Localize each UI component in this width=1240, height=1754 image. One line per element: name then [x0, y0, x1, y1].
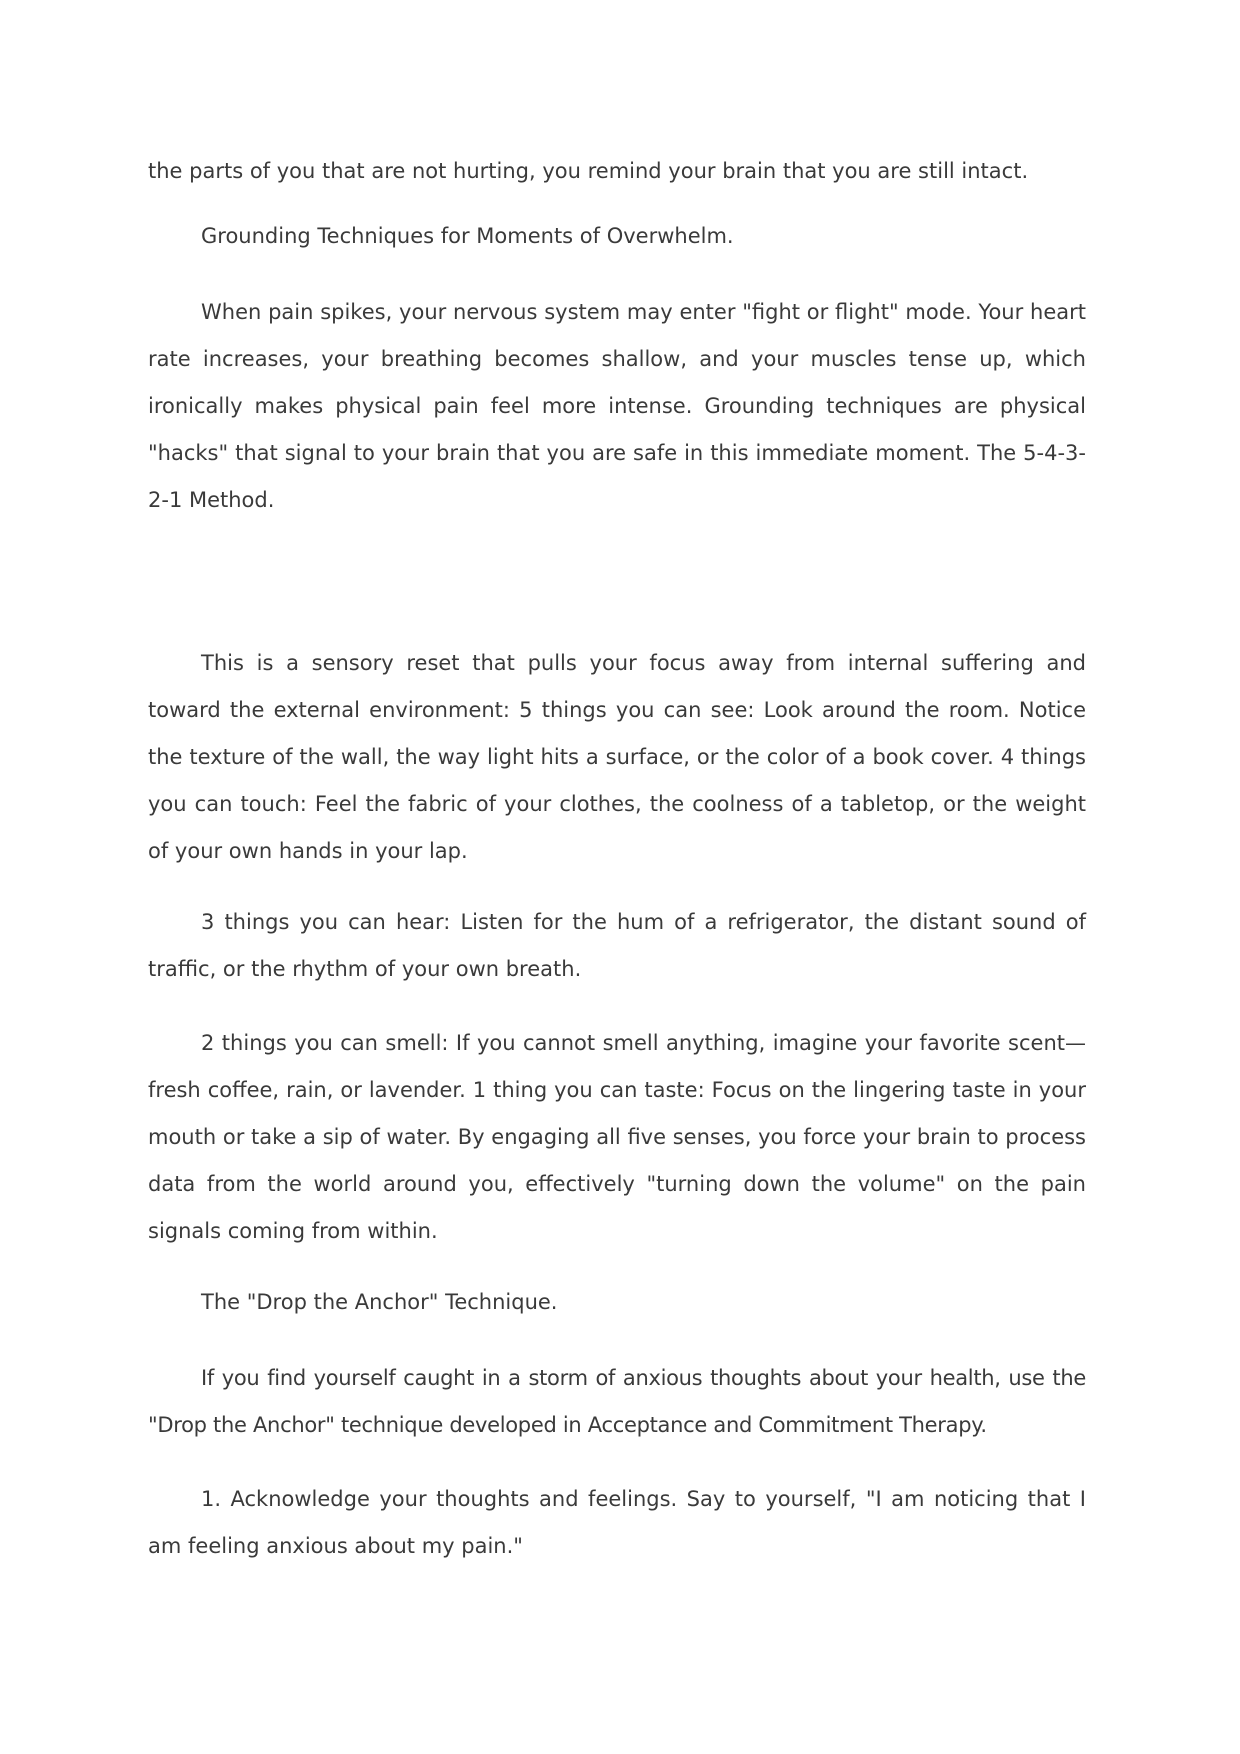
section-heading-drop-anchor: The "Drop the Anchor" Technique.	[201, 1290, 558, 1314]
paragraph-drop-anchor-intro: If you find yourself caught in a storm of anxious thoughts about your health, use the "Drop the Anchor" technique developed in Acceptance and Commitment Therapy.	[148, 1366, 1086, 1437]
paragraph-continuation: the parts of you that are not hurting, you remind your brain that you are still intact.	[148, 159, 1029, 183]
paragraph-step-1: 1. Acknowledge your thoughts and feelings. Say to yourself, "I am noticing that I am feeling anxious about my pain."	[148, 1487, 1086, 1558]
paragraph-sensory-reset: This is a sensory reset that pulls your focus away from internal suffering and toward the external environment: 5 things you can see: Look around the room. Notice the texture of the wall, the way light hits a surface, or the color of a book cover. 4 things you can touch: Feel the fabric of your clothes, the coolness of a tabletop, or the weight of your own hands in your lap.	[148, 651, 1086, 863]
paragraph-fight-or-flight: When pain spikes, your nervous system may enter "fight or flight" mode. Your heart rate increases, your breathing becomes shallow, and your muscles tense up, which ironically makes physical pain feel more intense. Grounding techniques are physical "hacks" that signal to your brain that you are safe in this immediate moment. The 5-4-3-2-1 Method.	[148, 300, 1086, 512]
section-heading-grounding: Grounding Techniques for Moments of Overwhelm.	[201, 224, 734, 248]
paragraph-smell-taste: 2 things you can smell: If you cannot smell anything, imagine your favorite scent—fresh coffee, rain, or lavender. 1 thing you can taste: Focus on the lingering taste in your mouth or take a sip of water. By engaging all five senses, you force your brain to process data from the world around you, effectively "turning down the volume" on the pain signals coming from within.	[148, 1031, 1086, 1243]
paragraph-hear: 3 things you can hear: Listen for the hum of a refrigerator, the distant sound of traffic, or the rhythm of your own breath.	[148, 910, 1086, 981]
